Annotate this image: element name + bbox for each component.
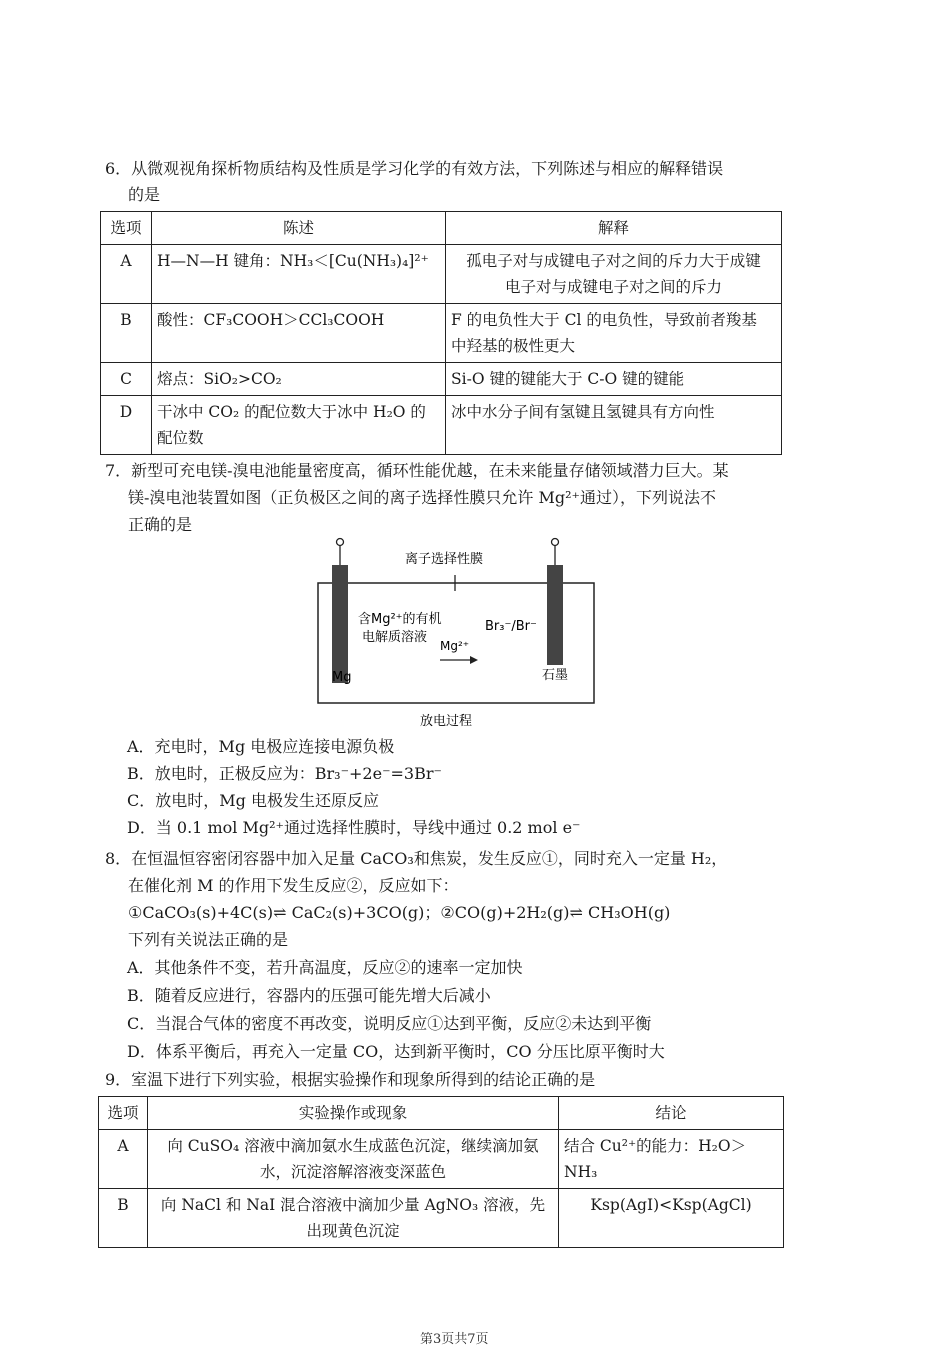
q6-row-b-option: B (101, 304, 152, 363)
q6-row-a-option: A (101, 245, 152, 304)
mg-electrode (332, 565, 348, 683)
ion-label: Mg²⁺ (440, 639, 470, 653)
q9-row-b-operation: 向 NaCl 和 NaI 混合溶液中滴加少量 AgNO₃ 溶液，先 出现黄色沉淀 (148, 1189, 559, 1248)
q9-row-b-conclusion: Ksp(AgI)<Ksp(AgCl) (559, 1189, 784, 1248)
q9-header-conclusion: 结论 (559, 1097, 784, 1130)
q8-option-d: D．体系平衡后，再充入一定量 CO，达到新平衡时，CO 分压比原平衡时大 (127, 1042, 665, 1061)
q8-stem-line4: 下列有关说法正确的是 (128, 930, 289, 949)
q6-row-b-explanation: F 的电负性大于 Cl 的电负性，导致前者羧基 中羟基的极性更大 (446, 304, 782, 363)
q6-row-c-option: C (101, 363, 152, 396)
q9-row-a-option: A (99, 1130, 148, 1189)
mg-terminal (337, 539, 344, 546)
right-solution-label: Br₃⁻/Br⁻ (485, 619, 537, 634)
q7-option-d: D．当 0.1 mol Mg²⁺通过选择性膜时，导线中通过 0.2 mol e⁻ (127, 818, 581, 837)
q8-reactions: ①CaCO₃(s)+4C(s)⇌ CaC₂(s)+3CO(g)；②CO(g)+2H₂(g)⇌ CH₃OH(g) (128, 903, 671, 922)
mg-electrode-label: Mg (332, 670, 352, 685)
q7-stem-line2: 镁-溴电池装置如图（正负极区之间的离子选择性膜只允许 Mg²⁺通过），下列说法不 (128, 488, 716, 507)
left-solution-label-2: 电解质溶液 (362, 630, 428, 645)
table-row (101, 304, 782, 363)
q6-row-d-statement: 干冰中 CO₂ 的配位数大于冰中 H₂O 的 配位数 (152, 396, 446, 455)
q6-row-d-option: D (101, 396, 152, 455)
q9-row-b-option: B (99, 1189, 148, 1248)
q6-stem-line1: 6．从微观视角探析物质结构及性质是学习化学的有效方法，下列陈述与相应的解释错误 (105, 159, 724, 178)
left-solution-label-1: 含Mg²⁺的有机 (358, 612, 442, 627)
q8-option-c: C．当混合气体的密度不再改变，说明反应①达到平衡，反应②未达到平衡 (127, 1014, 652, 1033)
q9-row-a-conclusion: 结合 Cu²⁺的能力：H₂O＞NH₃ (559, 1130, 784, 1189)
q8-option-a: A．其他条件不变，若升高温度，反应②的速率一定加快 (127, 958, 523, 977)
q9-stem: 9．室温下进行下列实验，根据实验操作和现象所得到的结论正确的是 (105, 1070, 596, 1089)
graphite-electrode (547, 565, 563, 665)
page-footer: 第3页共7页 (420, 1332, 489, 1347)
ion-arrowhead (470, 656, 478, 664)
q6-row-d-explanation: 冰中水分子间有氢键且氢键具有方向性 (446, 396, 782, 455)
diagram-caption: 放电过程 (420, 714, 473, 729)
q6-header-option: 选项 (101, 212, 152, 245)
q6-header-explanation: 解释 (446, 212, 782, 245)
graphite-electrode-label: 石墨 (542, 668, 569, 683)
q7-option-a: A．充电时，Mg 电极应连接电源负极 (127, 737, 395, 756)
q6-row-c-statement: 熔点：SiO₂>CO₂ (152, 363, 446, 396)
q7-stem-line3: 正确的是 (128, 515, 193, 534)
q9-row-a-operation: 向 CuSO₄ 溶液中滴加氨水生成蓝色沉淀，继续滴加氨 水，沉淀溶解溶液变深蓝色 (148, 1130, 559, 1189)
q8-stem-line2: 在催化剂 M 的作用下发生反应②，反应如下： (128, 876, 459, 895)
q6-row-a-explanation: 孤电子对与成键电子对之间的斥力大于成键 电子对与成键电子对之间的斥力 (446, 245, 782, 304)
q6-row-b-statement: 酸性：CF₃COOH＞CCl₃COOH (152, 304, 446, 363)
q7-option-c: C．放电时，Mg 电极发生还原反应 (127, 791, 379, 810)
table-row (101, 245, 782, 304)
table-row (99, 1189, 784, 1248)
q7-stem-line1: 7．新型可充电镁-溴电池能量密度高，循环性能优越，在未来能量存储领域潜力巨大。某 (105, 461, 729, 480)
q6-table (100, 211, 782, 455)
table-row (99, 1130, 784, 1189)
q8-stem-line1: 8．在恒温恒容密闭容器中加入足量 CaCO₃和焦炭，发生反应①，同时充入一定量 H₂， (105, 849, 728, 868)
battery-diagram-svg (300, 535, 620, 740)
q6-row-c-explanation: Si-O 键的键能大于 C-O 键的键能 (446, 363, 782, 396)
q8-option-b: B．随着反应进行，容器内的压强可能先增大后减小 (127, 986, 491, 1005)
table-row (101, 396, 782, 455)
q6-row-a-statement: H—N—H 键角：NH₃＜[Cu(NH₃)₄]²⁺ (152, 245, 446, 304)
table-row (101, 363, 782, 396)
q9-table (98, 1096, 784, 1248)
q7-option-b: B．放电时，正极反应为：Br₃⁻+2e⁻=3Br⁻ (127, 764, 442, 783)
battery-diagram (300, 535, 620, 740)
q6-stem-line2: 的是 (128, 185, 161, 204)
q6-header-statement: 陈述 (152, 212, 446, 245)
q9-header-operation: 实验操作或现象 (148, 1097, 559, 1130)
q9-header-option: 选项 (99, 1097, 148, 1130)
membrane-label: 离子选择性膜 (405, 552, 484, 567)
graphite-terminal (552, 539, 559, 546)
